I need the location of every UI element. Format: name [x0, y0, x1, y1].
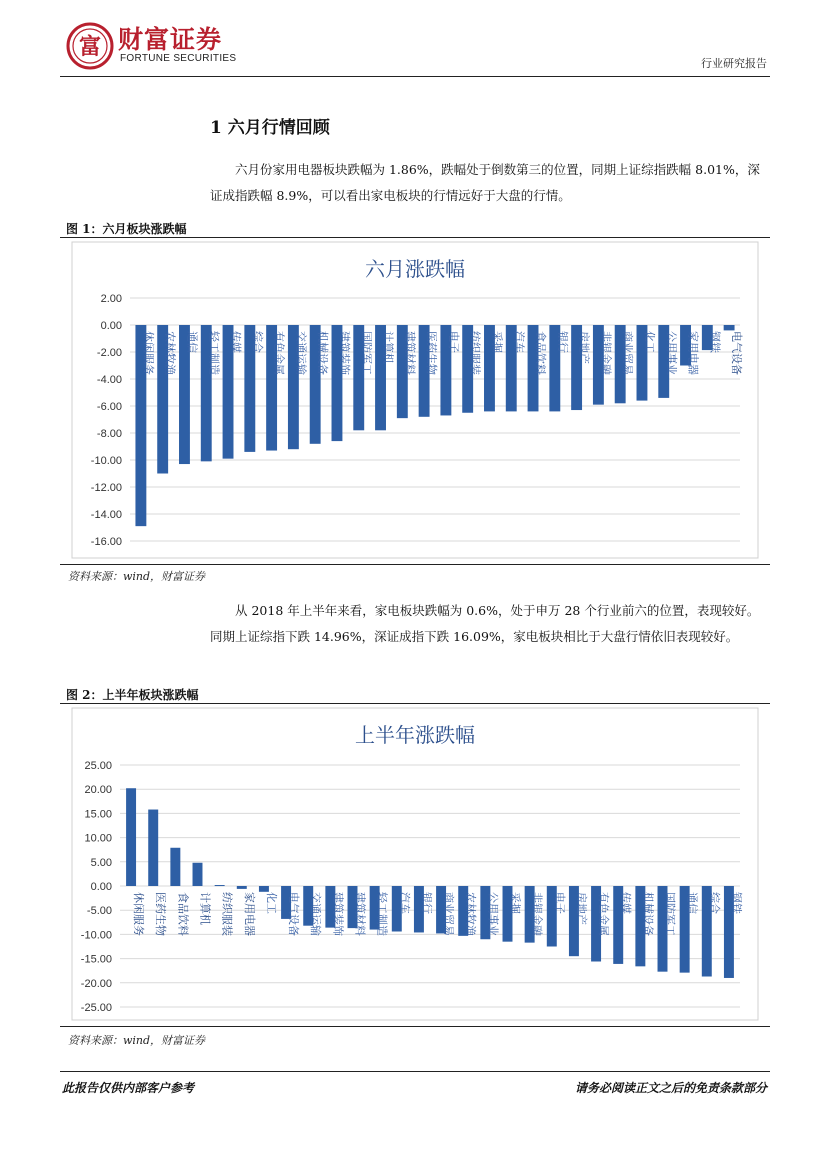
- bar: [193, 863, 203, 886]
- category-label: 轻工制造: [375, 892, 389, 936]
- category-label: 农林牧渔: [163, 331, 177, 375]
- bar: [148, 810, 158, 886]
- y-tick-label: 15.00: [84, 808, 112, 821]
- category-label: 国防军工: [663, 892, 677, 936]
- y-tick-label: -6.00: [96, 401, 122, 413]
- category-label: 轻工制造: [207, 331, 221, 375]
- figure2-label: 图 2：上半年板块涨跌幅: [66, 688, 199, 702]
- figure1-source: 资料来源：wind，财富证券: [68, 570, 206, 583]
- category-label: 钢铁: [708, 331, 722, 353]
- fortune-securities-logo-icon: [66, 22, 114, 70]
- y-tick-label: -16.00: [90, 536, 122, 548]
- category-label: 公用事业: [664, 331, 678, 375]
- category-label: 休闲服务: [141, 331, 155, 375]
- category-label: 家用电器: [686, 331, 700, 375]
- report-type: 行业研究报告: [701, 57, 767, 70]
- category-label: 有色金属: [272, 331, 286, 375]
- category-label: 采掘: [490, 331, 504, 353]
- category-label: 化工: [264, 892, 278, 914]
- header-rule: [60, 76, 770, 77]
- footer-rule: [60, 1071, 770, 1072]
- y-tick-label: -14.00: [90, 509, 122, 521]
- y-tick-label: 5.00: [90, 856, 112, 869]
- category-label: 纺织服装: [468, 331, 482, 375]
- y-tick-label: -2.00: [96, 347, 122, 359]
- y-tick-label: 0.00: [90, 881, 112, 893]
- category-label: 传媒: [229, 331, 243, 353]
- category-label: 交通运输: [294, 331, 308, 375]
- category-label: 电子: [552, 892, 566, 914]
- category-label: 家用电器: [242, 892, 256, 936]
- bar: [215, 885, 225, 886]
- y-tick-label: 20.00: [84, 784, 112, 797]
- category-label: 建筑材料: [353, 892, 367, 936]
- category-label: 电子: [446, 331, 460, 353]
- june-change-chart: [60, 240, 770, 562]
- category-label: 计算机: [381, 331, 395, 364]
- footer-disclaimer-right: 请务必阅读正文之后的免责条款部分: [574, 1081, 767, 1095]
- logo-char: 富: [78, 34, 102, 60]
- category-label: 国防军工: [359, 331, 373, 375]
- category-label: 机械设备: [641, 892, 655, 936]
- category-label: 食品饮料: [176, 892, 190, 936]
- y-tick-label: -4.00: [96, 374, 122, 386]
- category-label: 有色金属: [597, 892, 611, 936]
- category-label: 非银金融: [599, 331, 613, 375]
- category-label: 传媒: [619, 892, 633, 914]
- category-label: 农林牧渔: [464, 892, 478, 936]
- category-label: 交通运输: [309, 892, 323, 936]
- chart-frame: [72, 242, 758, 558]
- y-tick-label: -20.00: [80, 977, 112, 990]
- y-tick-label: 0.00: [100, 320, 122, 332]
- section-title: 1 六月行情回顾: [210, 118, 330, 138]
- y-tick-label: -25.00: [80, 1002, 112, 1014]
- category-label: 计算机: [198, 892, 212, 925]
- y-tick-label: -12.00: [90, 482, 122, 494]
- category-label: 综合: [707, 892, 721, 914]
- category-label: 房地产: [574, 892, 588, 925]
- bar: [126, 788, 136, 886]
- category-label: 建筑装饰: [331, 892, 345, 936]
- y-tick-label: 25.00: [84, 760, 112, 772]
- category-label: 建筑装饰: [337, 331, 351, 375]
- category-label: 综合: [250, 331, 264, 353]
- figure2-rule: [60, 703, 770, 704]
- y-tick-label: -15.00: [80, 953, 112, 966]
- category-label: 化工: [642, 331, 656, 353]
- y-tick-label: -10.00: [90, 455, 122, 467]
- chart-title: 上半年涨跌幅: [355, 723, 475, 747]
- category-label: 建筑材料: [403, 331, 417, 375]
- category-label: 钢铁: [729, 892, 743, 914]
- y-tick-label: -8.00: [96, 428, 122, 440]
- bar: [170, 848, 180, 886]
- y-tick-label: -5.00: [86, 905, 112, 918]
- category-label: 银行: [555, 331, 569, 353]
- category-label: 银行: [419, 892, 433, 914]
- footer-disclaimer-left: 此报告仅供内部客户参考: [62, 1081, 195, 1095]
- category-label: 电气设备: [287, 892, 301, 936]
- category-label: 非银金融: [530, 892, 544, 936]
- category-label: 通信: [185, 331, 199, 353]
- brand-name-cn: 财富证券: [118, 25, 223, 54]
- brand-name-en: FORTUNE SECURITIES: [120, 53, 237, 64]
- category-label: 休闲服务: [132, 892, 146, 936]
- category-label: 通信: [685, 892, 699, 914]
- figure2-source: 资料来源：wind，财富证券: [68, 1034, 206, 1047]
- category-label: 机械设备: [316, 331, 330, 375]
- y-tick-label: 2.00: [100, 293, 122, 305]
- figure1-label: 图 1：六月板块涨跌幅: [66, 222, 187, 236]
- category-label: 房地产: [577, 331, 591, 364]
- category-label: 医药生物: [154, 892, 168, 936]
- figure1-bottom-rule: [60, 564, 770, 565]
- category-label: 食品饮料: [534, 331, 548, 375]
- figure2-bottom-rule: [60, 1026, 770, 1027]
- y-tick-label: -10.00: [80, 929, 112, 942]
- category-label: 商业贸易: [442, 892, 456, 936]
- y-tick-label: 10.00: [84, 832, 112, 845]
- bar: [237, 886, 247, 889]
- category-label: 医药生物: [425, 331, 439, 375]
- category-label: 汽车: [397, 892, 411, 914]
- category-label: 采掘: [508, 892, 522, 914]
- category-label: 纺织服装: [220, 892, 234, 936]
- category-label: 电气设备: [730, 331, 744, 375]
- bar: [724, 325, 735, 330]
- paragraph-halfyear: 从 2018 年上半年来看，家电板块跌幅为 0.6%，处于申万 28 个行业前六的位置，表现较好。同期上证综指下跌 14.96%，深证成指下跌 16.09%，家电板块相比于大盘行情依旧表现较好。: [210, 603, 760, 644]
- category-label: 公用事业: [486, 892, 500, 936]
- halfyear-change-chart: [60, 706, 770, 1024]
- chart-title: 六月涨跌幅: [365, 257, 465, 281]
- figure1-rule: [60, 237, 770, 238]
- category-label: 商业贸易: [621, 331, 635, 375]
- bar: [259, 886, 269, 892]
- paragraph-june: 六月份家用电器板块跌幅为 1.86%，跌幅处于倒数第三的位置，同期上证综指跌幅 8.01%，深证成指跌幅 8.9%，可以看出家电板块的行情远好于大盘的行情。: [210, 162, 760, 203]
- category-label: 汽车: [512, 331, 526, 353]
